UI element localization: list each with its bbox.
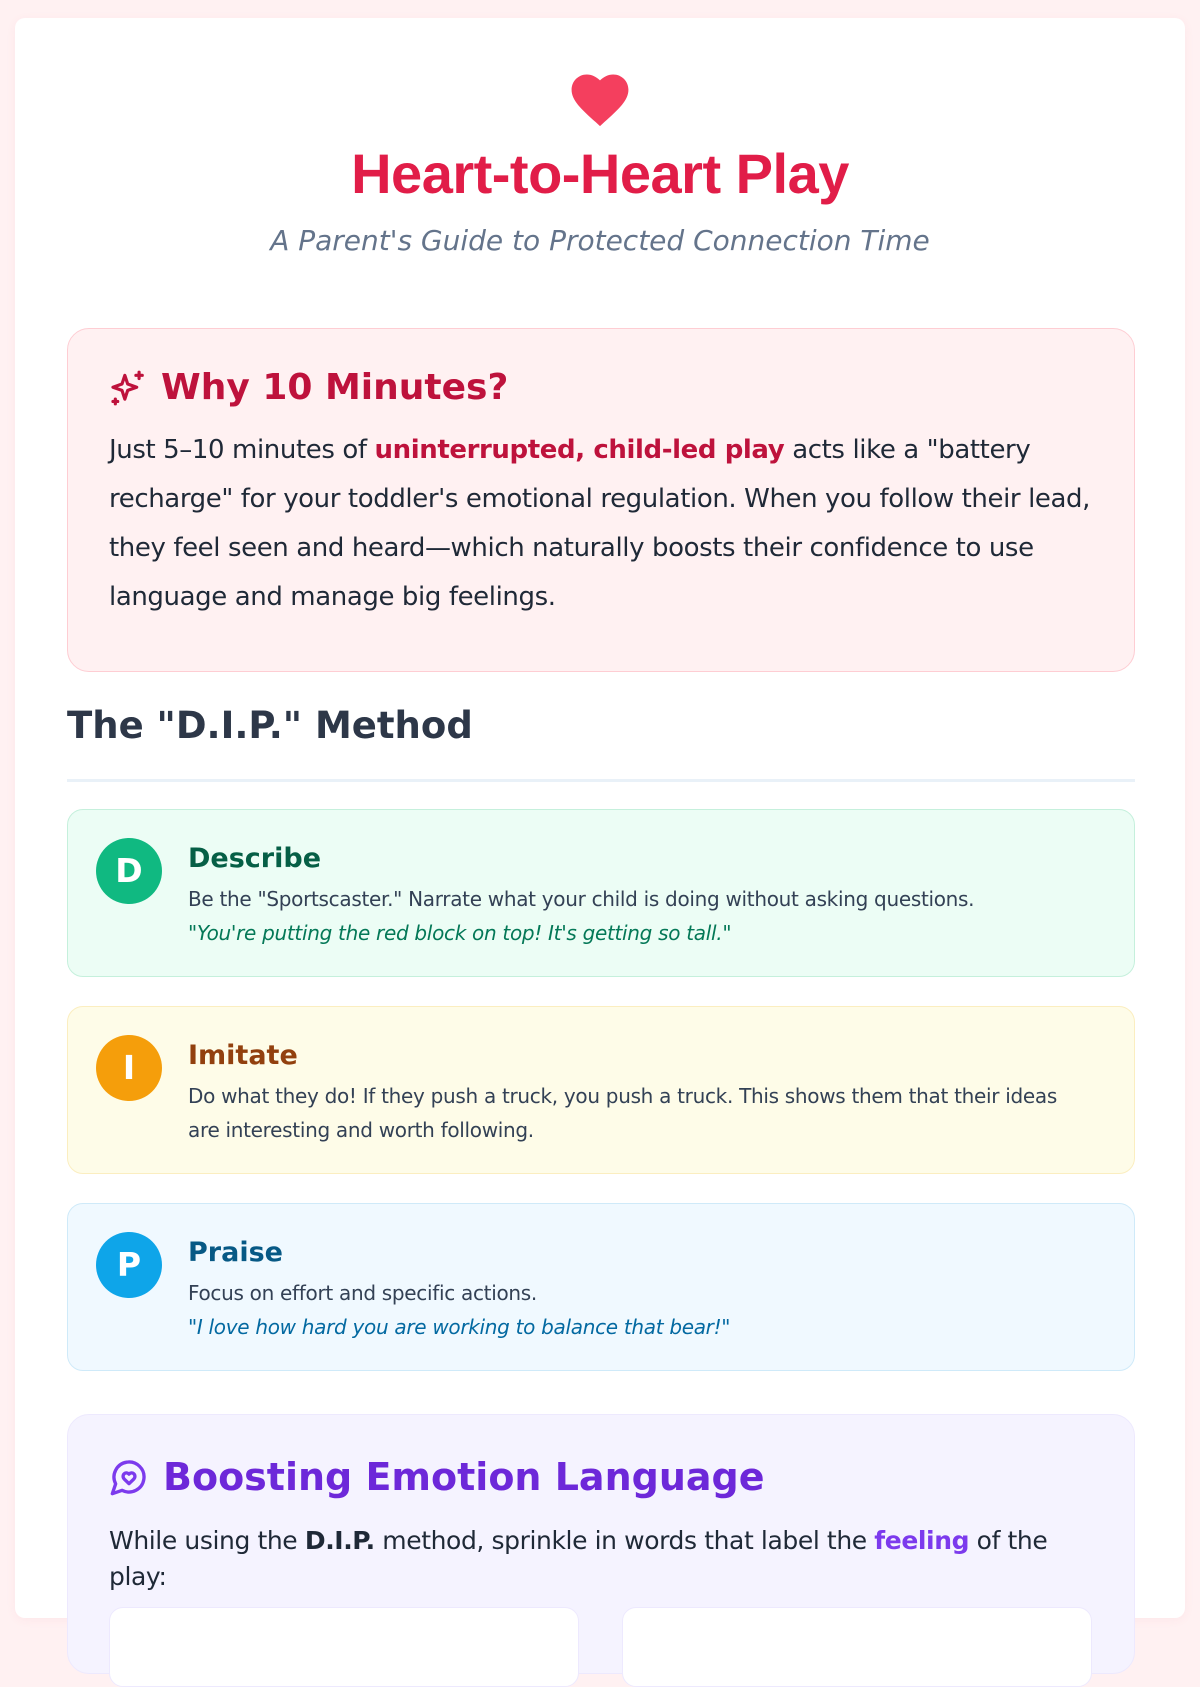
emotion-heading [109, 1455, 1094, 1499]
emotion-text: While using the D.I.P. method, sprinkle in words that label the feeling of the play: [109, 1526, 1048, 1591]
dip-card-describe [67, 809, 1135, 977]
letter-badge-d: D [96, 838, 162, 904]
why-text: Just 5–10 minutes of uninterrupted, child-led play acts like a "battery recharge" for your toddler's emotional regulation. When you follow their lead, they feel seen and heard—which naturally boosts their confidence to use language and manage big feelings. [109, 435, 1091, 612]
page-container [15, 18, 1185, 1618]
emotion-card [67, 1414, 1135, 1674]
dip-text-imitate: Do what they do! If they push a truck, you push a truck. This shows them that their ideas are interesting and worth following. [188, 1084, 1057, 1142]
feeling-highlight: feeling [874, 1526, 970, 1555]
emotion-word-box [109, 1607, 579, 1687]
dip-title-praise: Praise [188, 1237, 283, 1268]
letter-badge-p: P [96, 1232, 162, 1298]
emotion-word-box [622, 1607, 1092, 1687]
dip-text-praise: Focus on effort and specific actions. [188, 1281, 537, 1305]
dip-title-describe: Describe [188, 843, 322, 874]
page-header [15, 18, 1185, 257]
dip-body [188, 1039, 1094, 1147]
letter-badge-i: I [96, 1035, 162, 1101]
section-divider [67, 779, 1135, 782]
dip-acronym: D.I.P. [304, 1526, 375, 1555]
emotion-title: Boosting Emotion Language [163, 1455, 765, 1499]
dip-title-imitate: Imitate [188, 1040, 298, 1071]
dip-card-praise [67, 1203, 1135, 1371]
sparkle-icon [109, 369, 147, 407]
dip-quote-praise: "I love how hard you are working to balance that bear!" [188, 1315, 731, 1339]
chat-heart-icon [109, 1457, 149, 1497]
method-title: The "D.I.P." Method [67, 704, 473, 747]
why-heading [109, 367, 1094, 408]
dip-text-describe: Be the "Sportscaster." Narrate what your child is doing without asking questions. [188, 887, 975, 911]
heart-icon [569, 70, 631, 128]
why-card [67, 328, 1135, 672]
page-subtitle: A Parent's Guide to Protected Connection Time [270, 224, 930, 257]
why-title: Why 10 Minutes? [161, 367, 509, 408]
dip-body [188, 842, 1094, 950]
dip-quote-describe: "You're putting the red block on top! It's getting so tall." [188, 921, 732, 945]
dip-card-imitate [67, 1006, 1135, 1174]
why-highlight: uninterrupted, child-led play [374, 435, 785, 465]
page-title: Heart-to-Heart Play [351, 142, 849, 205]
dip-body [188, 1236, 1094, 1344]
